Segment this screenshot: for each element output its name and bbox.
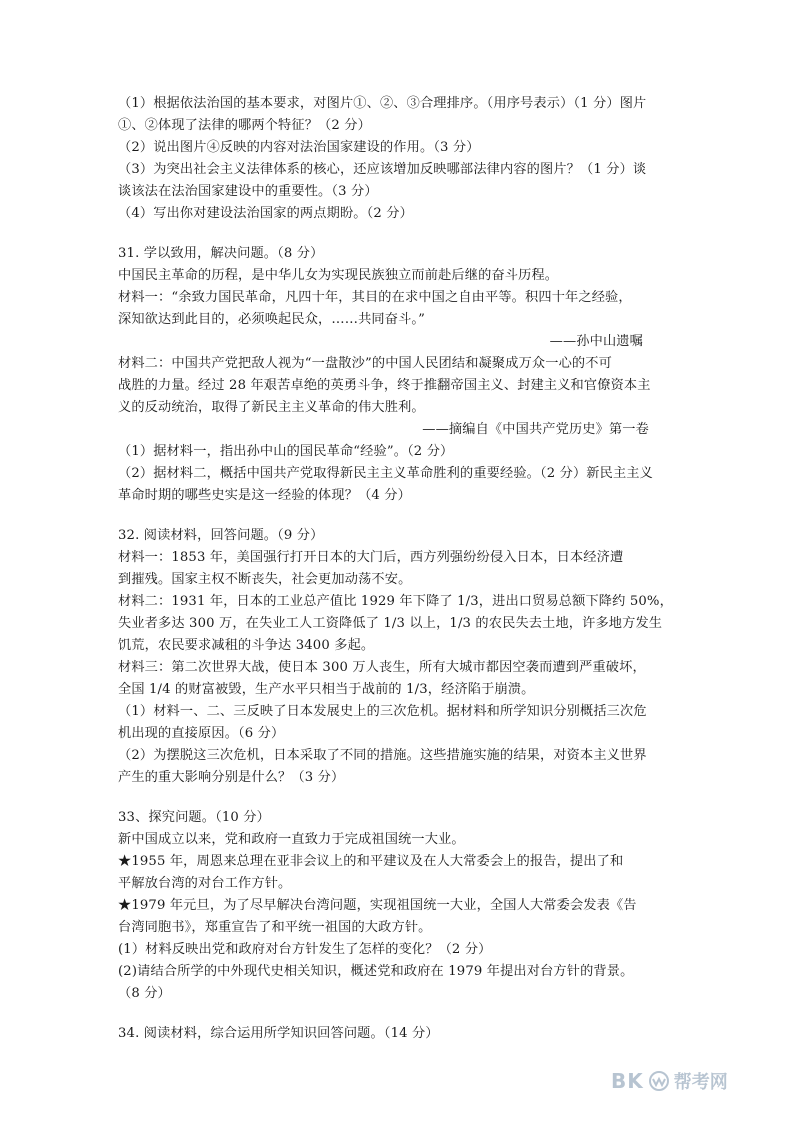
q34-title: 34. 阅读材料，综合运用所学知识回答问题。（14 分） [118,1026,439,1041]
q32-sub2-line1: （2）为摆脱这三次危机，日本采取了不同的措施。这些措施实施的结果，对资本主义世界 [118,748,647,763]
q32-material3-line1: 材料三：第二次世界大战，使日本 300 万人丧生，所有大城市都因空袭而遭到严重破坏， [118,660,646,675]
q30-sub4: （4）写出你对建设法治国家的两点期盼。（2 分） [118,206,413,221]
q31-material2-line1: 材料二：中国共产党把敌人视为“一盘散沙”的中国人民团结和凝聚成万众一心的不可 [118,356,612,371]
q32-material2-line2: 失业者多达 300 万，在失业工人工资降低了 1/3 以上，1/3 的农民失去土地，许多地方发生 [118,616,663,631]
watermark [611,1066,751,1096]
q30-sub2: （2）说出图片④反映的内容对法治国家建设的作用。（3 分） [118,140,480,155]
q30-sub3-line1: （3）为突出社会主义法律体系的核心，还应该增加反映哪部法律内容的图片？（1 分）谈 [118,162,647,177]
q33-item1-line1: ★1955 年，周恩来总理在亚非会议上的和平建议及在人大常委会上的报告，提出了和 [118,854,624,869]
watermark-brand: BK [611,1069,644,1093]
watermark-name: 帮考网 [673,1072,728,1093]
q33-item2-line1: ★1979 年元旦，为了尽早解决台湾问题，实现祖国统一大业，全国人大常委会发表《告 [118,898,637,913]
q30-sub3-line2: 谈该法在法治国家建设中的重要性。（3 分） [118,184,378,199]
q32-sub1-line1: （1）材料一、二、三反映了日本发展史上的三次危机。据材料和所学知识分别概括三次危 [118,704,647,719]
q31-material1-source: ——孙中山遗嘱 [549,334,643,349]
q30-sub1-line1: （1）根据依法治国的基本要求，对图片①、②、③合理排序。（用序号表示）（1 分）图片 [118,96,647,111]
q32-sub2-line2: 产生的重大影响分别是什么？（3 分） [118,770,345,785]
q33-sub2-line1: (2)请结合所学的中外现代史相关知识，概述党和政府在 1979 年提出对台方针的背景。 [118,964,634,979]
bk-logo-icon [648,1070,670,1092]
q33-item1-line2: 平解放台湾的对台工作方针。 [118,876,292,891]
q32-material2-line1: 材料二：1931 年，日本的工业总产值比 1929 年下降了 1/3，进出口贸易总额下降约 50%， [118,594,673,609]
q31-material1-line1: 材料一：“余致力国民革命，凡四十年，其目的在求中国之自由平等。积四十年之经验， [118,290,632,305]
q33-sub2-line2: （8 分） [118,986,171,1001]
q30-sub1-line2: ①、②体现了法律的哪两个特征？（2 分） [118,118,371,133]
q31-material2-line2: 战胜的力量。经过 28 年艰苦卓绝的英勇斗争，终于推翻帝国主义、封建主义和官僚资本主 [118,378,651,393]
q32-material1-line1: 材料一：1853 年，美国强行打开日本的大门后，西方列强纷纷侵入日本，日本经济遭 [118,550,624,565]
q31-sub1: （1）据材料一，指出孙中山的国民革命“经验”。（2 分） [118,444,454,459]
q33-item2-line2: 台湾同胞书》，郑重宣告了和平统一祖国的大政方针。 [118,920,432,935]
q32-sub1-line2: 机出现的直接原因。（6 分） [118,726,285,741]
q31-sub2-line2: 革命时期的哪些史实是这一经验的体现？（4 分） [118,488,411,503]
q31-material2-line3: 义的反动统治，取得了新民主主义革命的伟大胜利。 [118,400,425,415]
q33-sub1: (1）材料反映出党和政府对台方针发生了怎样的变化？（2 分） [118,942,492,957]
q31-material1-line2: 深知欲达到此目的，必须唤起民众，……共同奋斗。” [118,312,426,327]
q33-intro: 新中国成立以来，党和政府一直致力于完成祖国统一大业。 [118,832,465,847]
q32-material2-line3: 饥荒，农民要求减租的斗争达 3400 多起。 [118,638,375,653]
q31-sub2-line1: （2）据材料二，概括中国共产党取得新民主主义革命胜利的重要经验。（2 分）新民主主义 [118,466,653,481]
q31-title: 31. 学以致用，解决问题。（8 分） [118,246,324,261]
q33-title: 33、探究问题。（10 分） [118,810,270,825]
q32-material1-line2: 到摧残。国家主权不断丧失，社会更加动荡不安。 [118,572,412,587]
q32-material3-line2: 全国 1/4 的财富被毁，生产水平只相当于战前的 1/3，经济陷于崩溃。 [118,682,535,697]
q31-intro: 中国民主革命的历程，是中华儿女为实现民族独立而前赴后继的奋斗历程。 [118,268,559,283]
q32-title: 32. 阅读材料，回答问题。（9 分） [118,528,324,543]
q31-material2-source: ——摘编自《中国共产党历史》第一卷 [422,422,649,437]
